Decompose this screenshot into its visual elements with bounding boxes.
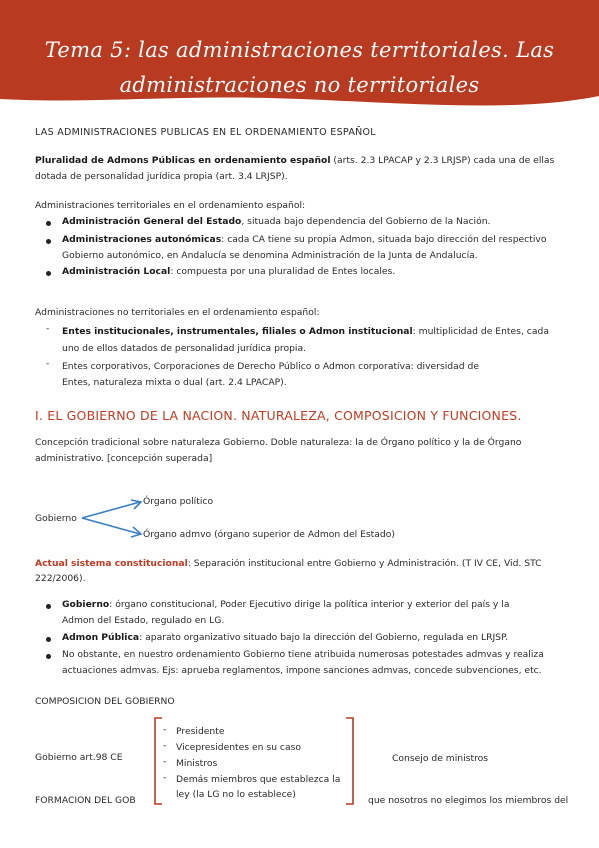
bullet-icon [46, 221, 51, 226]
list-item-bold: Entes institucionales, instrumentales, filiales o Admon institucional [62, 326, 413, 337]
bullet-icon [46, 239, 51, 244]
nosotros-text: que nosotros no elegimos los miembros del [368, 795, 569, 806]
organo-admvo: Órgano admvo (órgano superior de Admon del Estado) [143, 529, 395, 540]
list-item [62, 232, 546, 247]
dash-icon: - [46, 323, 50, 334]
list-item-bold: Administración General del Estado [62, 216, 242, 227]
pluralidad-rest: (arts. 2.3 LPACAP y 2.3 LRJSP) cada una de ellas [330, 155, 555, 166]
list-item-text: , situada bajo dependencia del Gobierno de la Nación. [241, 216, 491, 227]
list-item: No obstante, en nuestro ordenamiento Gobierno tiene atribuida numerosas potestades admvas y realiza [62, 649, 544, 660]
bullet-icon [46, 637, 51, 642]
concepcion-line1: Concepción tradicional sobre naturaleza Gobierno. Doble naturaleza: la de Órgano político y la de Órgano [35, 437, 522, 448]
formacion-label: FORMACION DEL GOB [35, 795, 136, 806]
concepcion-line2: administrativo. [concepción superada] [35, 453, 213, 464]
list-item-continuation: Entes, naturaleza mixta o dual (art. 2.4 LPACAP). [62, 377, 287, 388]
list-item-bold: Administraciones autonómicas [62, 234, 222, 245]
list-item-text: : órgano constitucional, Poder Ejecutivo dirige la política interior y exterior del país y la [109, 599, 510, 610]
list-item [62, 264, 395, 279]
title-line-1: Tema 5: las administraciones territoriales. Las [44, 38, 555, 62]
actual-sistema-text: : Separación institucional entre Gobierno y Administración. (T IV CE, Vid. STC [187, 558, 542, 569]
list-item-text: : compuesta por una pluralidad de Entes locales. [170, 266, 396, 277]
consejo-label: Consejo de ministros [392, 753, 489, 764]
member-item-continuation: ley (la LG no lo establece) [176, 789, 296, 800]
list-item-continuation: Gobierno autonómico, en Andalucía se denomina Administración de la Junta de Andalucía. [62, 250, 478, 261]
list-item-continuation: actuaciones admvas. Ejs: aprueba reglamentos, impone sanciones admvas, concede subvenciones, etc. [62, 665, 542, 676]
gobierno-art: Gobierno art.98 CE [35, 752, 123, 763]
list-item-text: : cada CA tiene su propia Admon, situada bajo dirección del respectivo [221, 234, 547, 245]
branch-arrows [78, 492, 148, 542]
dash-icon: - [163, 756, 167, 767]
dash-icon: - [163, 724, 167, 735]
actual-sistema-label: Actual sistema constitucional [35, 558, 188, 569]
territoriales-intro: Administraciones territoriales en el ordenamiento español: [35, 200, 306, 211]
list-item [62, 630, 508, 645]
dash-icon: - [163, 740, 167, 751]
list-item: Entes corporativos, Corporaciones de Derecho Público o Admon corporativa: diversidad de [62, 361, 479, 372]
composicion-heading: COMPOSICION DEL GOBIERNO [35, 696, 175, 707]
dash-icon: - [163, 772, 167, 783]
list-item-continuation: uno de ellos datados de personalidad jurídica propia. [62, 343, 307, 354]
list-item-text: : aparato organizativo situado bajo la dirección del Gobierno, regulada en LRJSP. [139, 632, 509, 643]
list-item [62, 324, 549, 339]
list-item-bold: Admon Pública [62, 632, 140, 643]
no-territoriales-intro: Administraciones no territoriales en el ordenamiento español: [35, 307, 320, 318]
list-item-text: : multiplicidad de Entes, cada [412, 326, 549, 337]
member-item: Demás miembros que establezca la [176, 774, 341, 785]
pluralidad-bold: Pluralidad de Admons Públicas en ordenamiento español [35, 155, 331, 166]
gobierno-label: Gobierno [35, 513, 77, 524]
member-item: Vicepresidentes en su caso [176, 742, 302, 753]
actual-sistema-line2: 222/2006). [35, 573, 86, 584]
section-title: I. EL GOBIERNO DE LA NACION. NATURALEZA, COMPOSICION Y FUNCIONES. [35, 408, 522, 423]
bullet-icon [46, 271, 51, 276]
member-item: Ministros [176, 758, 218, 769]
list-item-bold: Gobierno [62, 599, 110, 610]
actual-sistema [35, 556, 542, 571]
member-item: Presidente [176, 726, 225, 737]
list-item-continuation: Admon del Estado, regulado en LG. [62, 615, 225, 626]
title-line-2: administraciones no territoriales [119, 73, 480, 97]
bullet-icon [46, 604, 51, 609]
list-item [62, 214, 490, 229]
section-heading: LAS ADMINISTRACIONES PUBLICAS EN EL ORDENAMIENTO ESPAÑOL [35, 127, 376, 138]
organo-politico: Órgano político [143, 496, 214, 507]
list-item [62, 597, 509, 612]
dash-icon: - [46, 358, 50, 369]
pluralidad-line2: dotada de personalidad jurídica propia (art. 3.4 LRJSP). [35, 171, 288, 182]
pluralidad-paragraph [35, 153, 554, 168]
bullet-icon [46, 654, 51, 659]
title-banner [0, 0, 599, 112]
list-item-bold: Administración Local [62, 266, 171, 277]
